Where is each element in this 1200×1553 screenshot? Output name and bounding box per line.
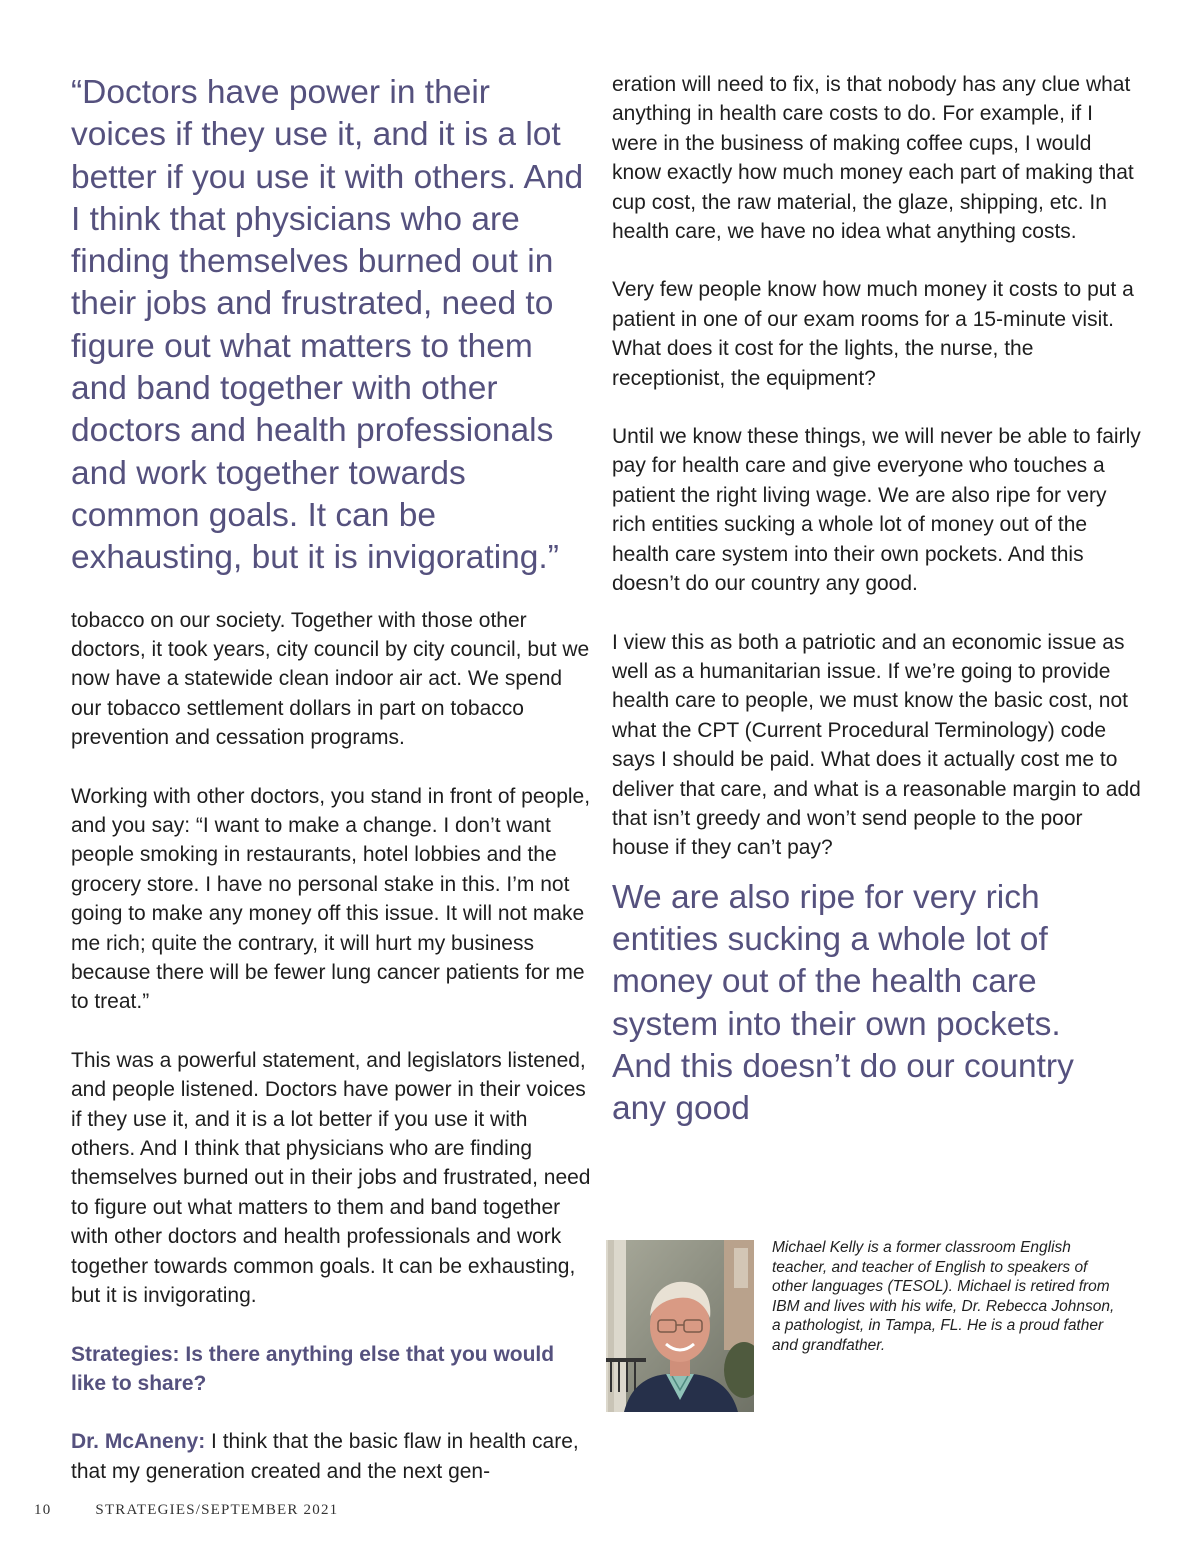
author-bio: Michael Kelly is a former classroom English teacher, and teacher of English to speakers of other languages (TESOL). Michael is retired from IBM and lives with his wife, Dr. Rebecca Johnson, a pathologist, in Tampa, FL. He is a proud father and grandfather. [772,1239,1115,1354]
left-column [71,70,591,1486]
author-bio-block [606,1240,1126,1412]
answer-text: I think that the basic flaw in health care, that my generation created and the next gen- [71,1430,579,1483]
right-paragraph-3: Until we know these things, we will never be able to fairly pay for health care and give everyone who touches a patient the right living wage. We are also ripe for very rich entities sucking a whole lot of money out of the health care system into their own pockets. And this doesn’t do our country any good. [612,425,1141,596]
left-paragraph-2: Working with other doctors, you stand in front of people, and you say: “I want to make a change. I don’t want people smoking in restaurants, hotel lobbies and the grocery store. I have no personal stake in this. I’m not going to make any money off this issue. It will not make me rich; quite the contrary, it will hurt my business because there will be fewer lung cancer patients for me to treat.” [71,784,591,1014]
interview-answer [71,1427,591,1486]
right-paragraph-4: I view this as both a patriotic and an economic issue as well as a humanitarian issue. If we’re going to provide health care to people, we must know the basic cost, not what the CPT (Current Procedural Terminology) code says I should be paid. What does it actually cost me to deliver that care, and what is a reasonable margin to add that isn’t greedy and won’t send people to the poor house if they can’t pay? [612,630,1141,860]
interview-question: Strategies: Is there anything else that you would like to share? [71,1342,555,1395]
page-footer [34,1502,338,1519]
author-photo [606,1240,754,1412]
right-column [612,70,1142,1131]
right-paragraph-1: eration will need to fix, is that nobody has any clue what anything in health care costs to do. For example, if I were in the business of making coffee cups, I would know exactly how much money each part of making that cup cost, the raw material, the glaze, shipping, etc. In health care, we have no idea what anything costs. [612,73,1134,244]
publication-name: STRATEGIES/SEPTEMBER 2021 [95,1502,339,1518]
pull-quote-right: We are also ripe for very rich entities sucking a whole lot of money out of the health care system into their own pockets. And this doesn’t do our country any good [612,878,1074,1128]
speaker-label: Dr. McAneny: [71,1430,206,1454]
pull-quote-left: “Doctors have power in their voices if they use it, and it is a lot better if you use it with others. And I think that physicians who are finding themselves burned out in their jobs and frustrated, need to figure out what matters to them and band together with other doctors and health professionals and work together towards common goals. It can be exhausting, but it is invigorating.” [71,74,584,577]
left-paragraph-1: tobacco on our society. Together with those other doctors, it took years, city council by city council, but we now have a statewide clean indoor air act. We spend our tobacco settlement dollars in part on tobacco prevention and cessation programs. [71,608,590,750]
right-paragraph-2: Very few people know how much money it costs to put a patient in one of our exam rooms for a 15-minute visit. What does it cost for the lights, the nurse, the receptionist, the equipment? [612,278,1134,390]
left-paragraph-3: This was a powerful statement, and legislators listened, and people listened. Doctors have power in their voices if they use it, and it is a lot better if you use it with others. And I think that physicians who are finding themselves burned out in their jobs and frustrated, need to figure out what matters to them and band together with other doctors and health professionals and work together towards common goals. It can be exhausting, but it is invigorating. [71,1048,591,1308]
page-number: 10 [34,1502,52,1518]
